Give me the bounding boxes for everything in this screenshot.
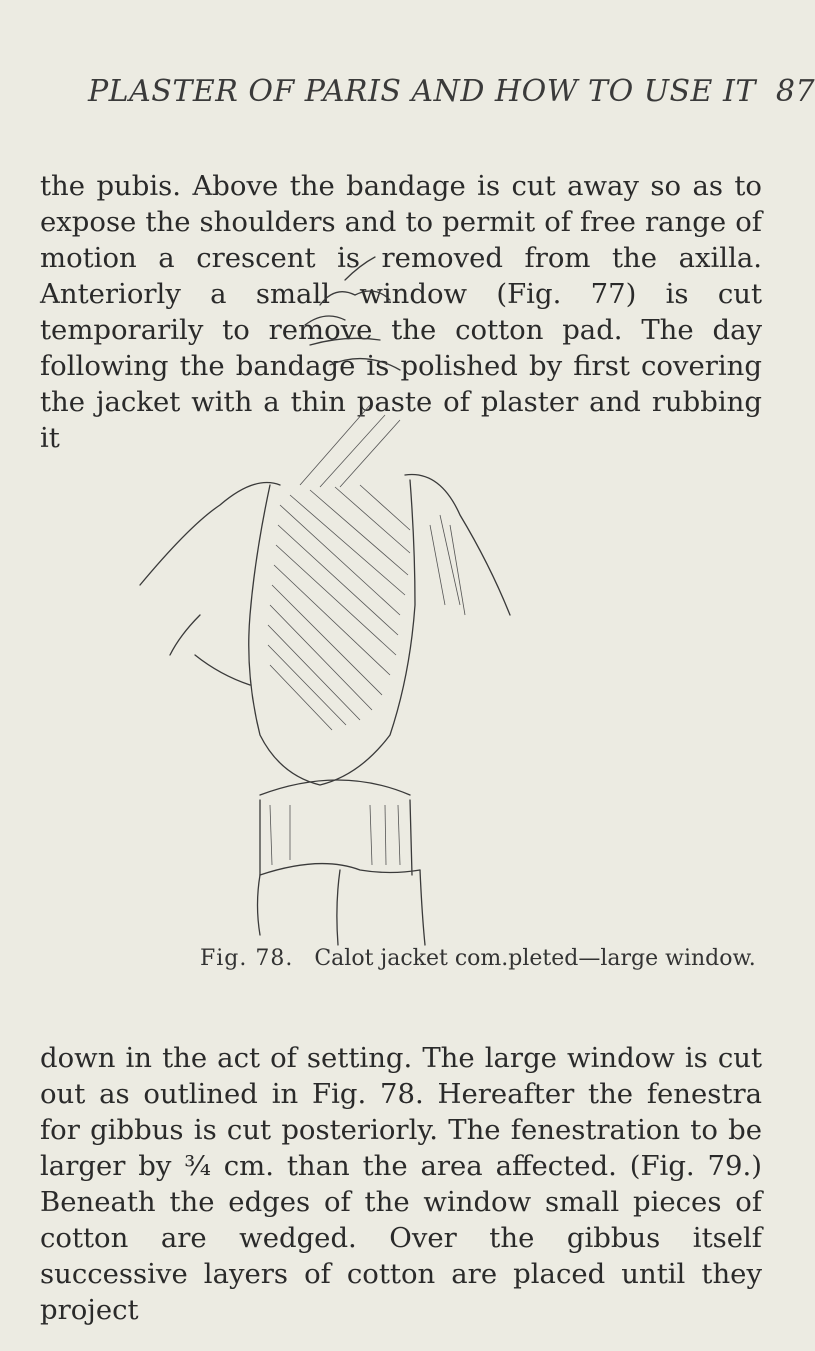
figure-label: Fig. 78. (200, 946, 294, 971)
running-header (88, 74, 815, 109)
figure-illustration (160, 255, 540, 945)
figure-caption-text: Calot jacket com.pleted—large window. (314, 946, 756, 971)
figure-caption (200, 946, 760, 971)
page-number: 87 (775, 74, 815, 109)
paragraph-top: the pubis. Above the bandage is cut away so as to expose the shoulders and to permit of free range of motion a crescent is removed from the axilla. Anteriorly a small window (Fig. 77) is cut temporarily to remove the cotton pad. The day following the bandage is polished by first covering the jacket with a thin paste of plaster and rubbing it (40, 169, 762, 454)
running-title: PLASTER OF PARIS AND HOW TO USE IT (88, 74, 756, 109)
paragraph-bottom: down in the act of setting. The large window is cut out as outlined in Fig. 78. Hereafter the fenestra for gibbus is cut posteriorly. The fenestration to be larger by ¾ cm. than the area affected. (Fig. 79.) Beneath the edges of the window small pieces of cotton are wedged. Over the gibbus itself successive layers of cotton are placed until they project (40, 1041, 762, 1326)
calot-jacket-drawing (160, 255, 540, 945)
